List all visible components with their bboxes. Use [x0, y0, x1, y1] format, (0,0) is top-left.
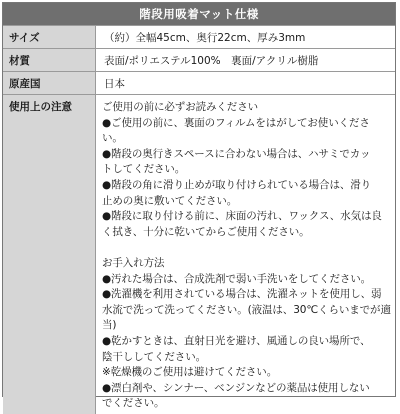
spec-label-size: サイズ [3, 26, 96, 49]
spec-row-origin [3, 72, 395, 95]
note-line: ●階段の奥行きスペースに合わない場合は、ハサミでカッ [102, 147, 371, 160]
spec-label-usage-notes: 使用上の注意 [3, 95, 96, 414]
note-line: 止めの奥に敷いてください。 [102, 194, 238, 207]
spec-sheet [2, 2, 396, 410]
note-line: い。 [102, 132, 123, 145]
note-line: 陰干ししてください。 [102, 350, 206, 363]
note-line: ご使用の前に必ずお読みください [102, 101, 258, 113]
blank-line [102, 240, 391, 256]
note-line: く拭き、十分に乾いてからご使用ください。 [102, 225, 310, 238]
spec-value-material: 表面/ポリエステル100% 裏面/アクリル樹脂 [96, 49, 396, 72]
note-line: ※乾燥機のご使用は避けてください。 [102, 366, 278, 379]
usage-notes-text [96, 95, 396, 414]
note-line: 水流で洗って洗ってください。(液温は、30℃くらいまでが適 [102, 303, 391, 316]
spec-row-material [3, 49, 395, 72]
care-heading: お手入れ方法 [102, 256, 165, 269]
note-line: ●乾かすときは、直射日光を避け、風通しの良い場所で、 [102, 334, 371, 347]
note-line: ●階段に取り付ける前に、床面の汚れ、ワックス、水気は良 [102, 210, 382, 223]
note-line: トしてください。 [102, 163, 186, 176]
spec-value-size: （約）全幅45cm、奥行22cm、厚み3mm [96, 26, 396, 49]
note-line: ●階段の角に滑り止めが取り付けられている場合は、滑り [102, 178, 372, 191]
spec-value-origin: 日本 [96, 72, 396, 95]
spec-row-usage-notes [3, 95, 395, 414]
spec-table [3, 25, 395, 414]
note-line: でください。 [102, 397, 165, 410]
note-line: ●汚れた場合は、合成洗剤で弱い手洗いをしてください。 [102, 272, 372, 285]
note-line: ●ご使用の前に、裏面のフィルムをはがしてお使いくださ [102, 116, 370, 129]
note-line: ●洗濯機を利用されている場合は、洗濯ネットを使用し、弱 [102, 288, 382, 301]
note-line: 当) [102, 319, 117, 332]
note-line: ●漂白剤や、シンナー、ベンジンなどの薬品は使用しない [102, 381, 370, 394]
spec-label-origin: 原産国 [3, 72, 96, 95]
spec-title: 階段用吸着マット仕様 [3, 3, 395, 25]
spec-label-material: 材質 [3, 49, 96, 72]
spec-row-size [3, 26, 395, 49]
